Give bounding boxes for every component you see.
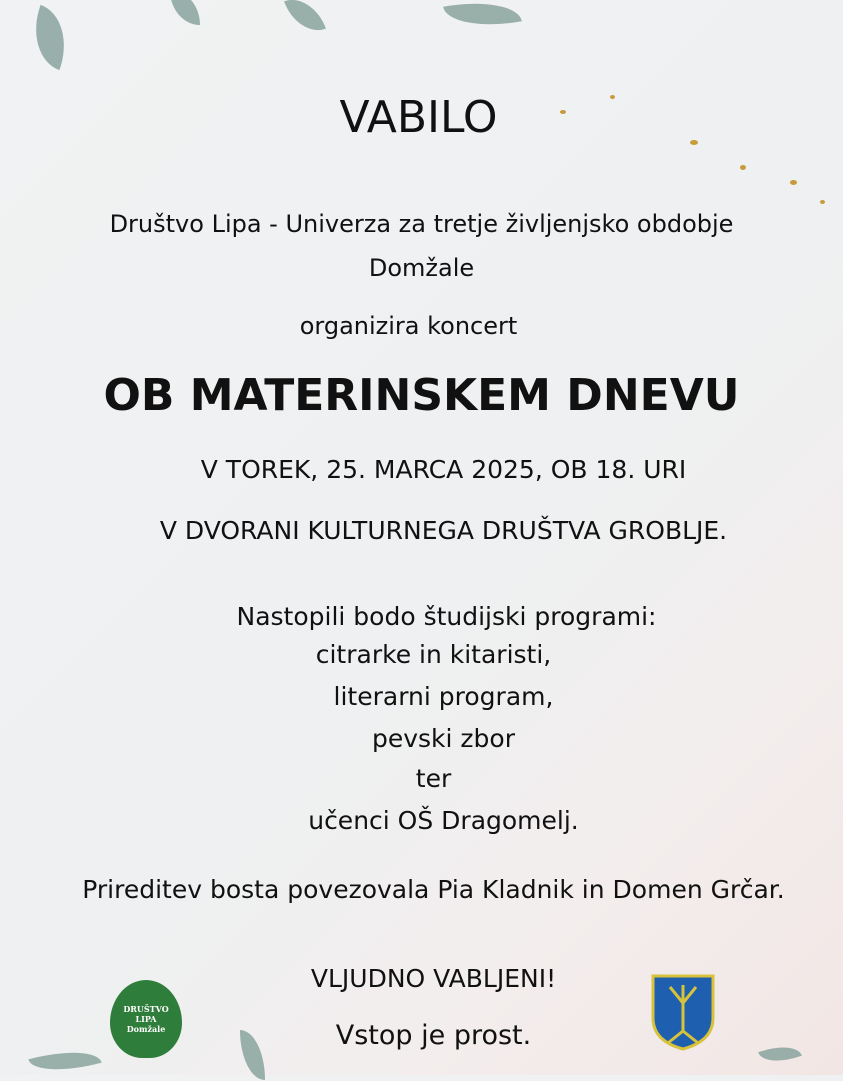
venue: V DVORANI KULTURNEGA DRUŠTVA GROBLJE. <box>159 516 728 545</box>
welcome: VLJUDNO VABLJENI! <box>310 964 557 993</box>
date-time: V TOREK, 25. MARCA 2025, OB 18. URI <box>200 455 687 484</box>
leaf-decoration <box>22 5 78 70</box>
performer-item: učenci OŠ Dragomelj. <box>308 806 579 835</box>
drustvo-lipa-logo: DRUŠTVO LIPA Domžale <box>110 980 182 1058</box>
municipal-crest-icon <box>650 973 716 1051</box>
gold-speckle <box>740 165 746 170</box>
entry-info: Vstop je prost. <box>335 1020 532 1051</box>
leaf-decoration <box>443 0 522 34</box>
gold-speckle <box>790 180 797 185</box>
organizes-text: organizira koncert <box>299 312 518 340</box>
title: VABILO <box>339 92 498 143</box>
event-name: OB MATERINSKEM DNEVU <box>103 370 740 421</box>
performer-item: literarni program, <box>333 682 554 711</box>
performers-intro: Nastopili bodo študijski programi: <box>236 602 657 631</box>
performer-item: pevski zbor <box>371 724 515 753</box>
organizer-line1: Društvo Lipa - Univerza za tretje življenjsko obdobje <box>109 210 734 238</box>
hosts: Prireditev bosta povezovala Pia Kladnik in Domen Grčar. <box>82 875 785 904</box>
leaf-decoration <box>170 0 200 25</box>
performer-item: citrarke in kitaristi, <box>315 640 552 669</box>
organizer-line2: Domžale <box>368 254 475 282</box>
gold-speckle <box>820 200 825 204</box>
leaf-decoration <box>284 0 326 39</box>
performer-item: ter <box>415 764 452 793</box>
